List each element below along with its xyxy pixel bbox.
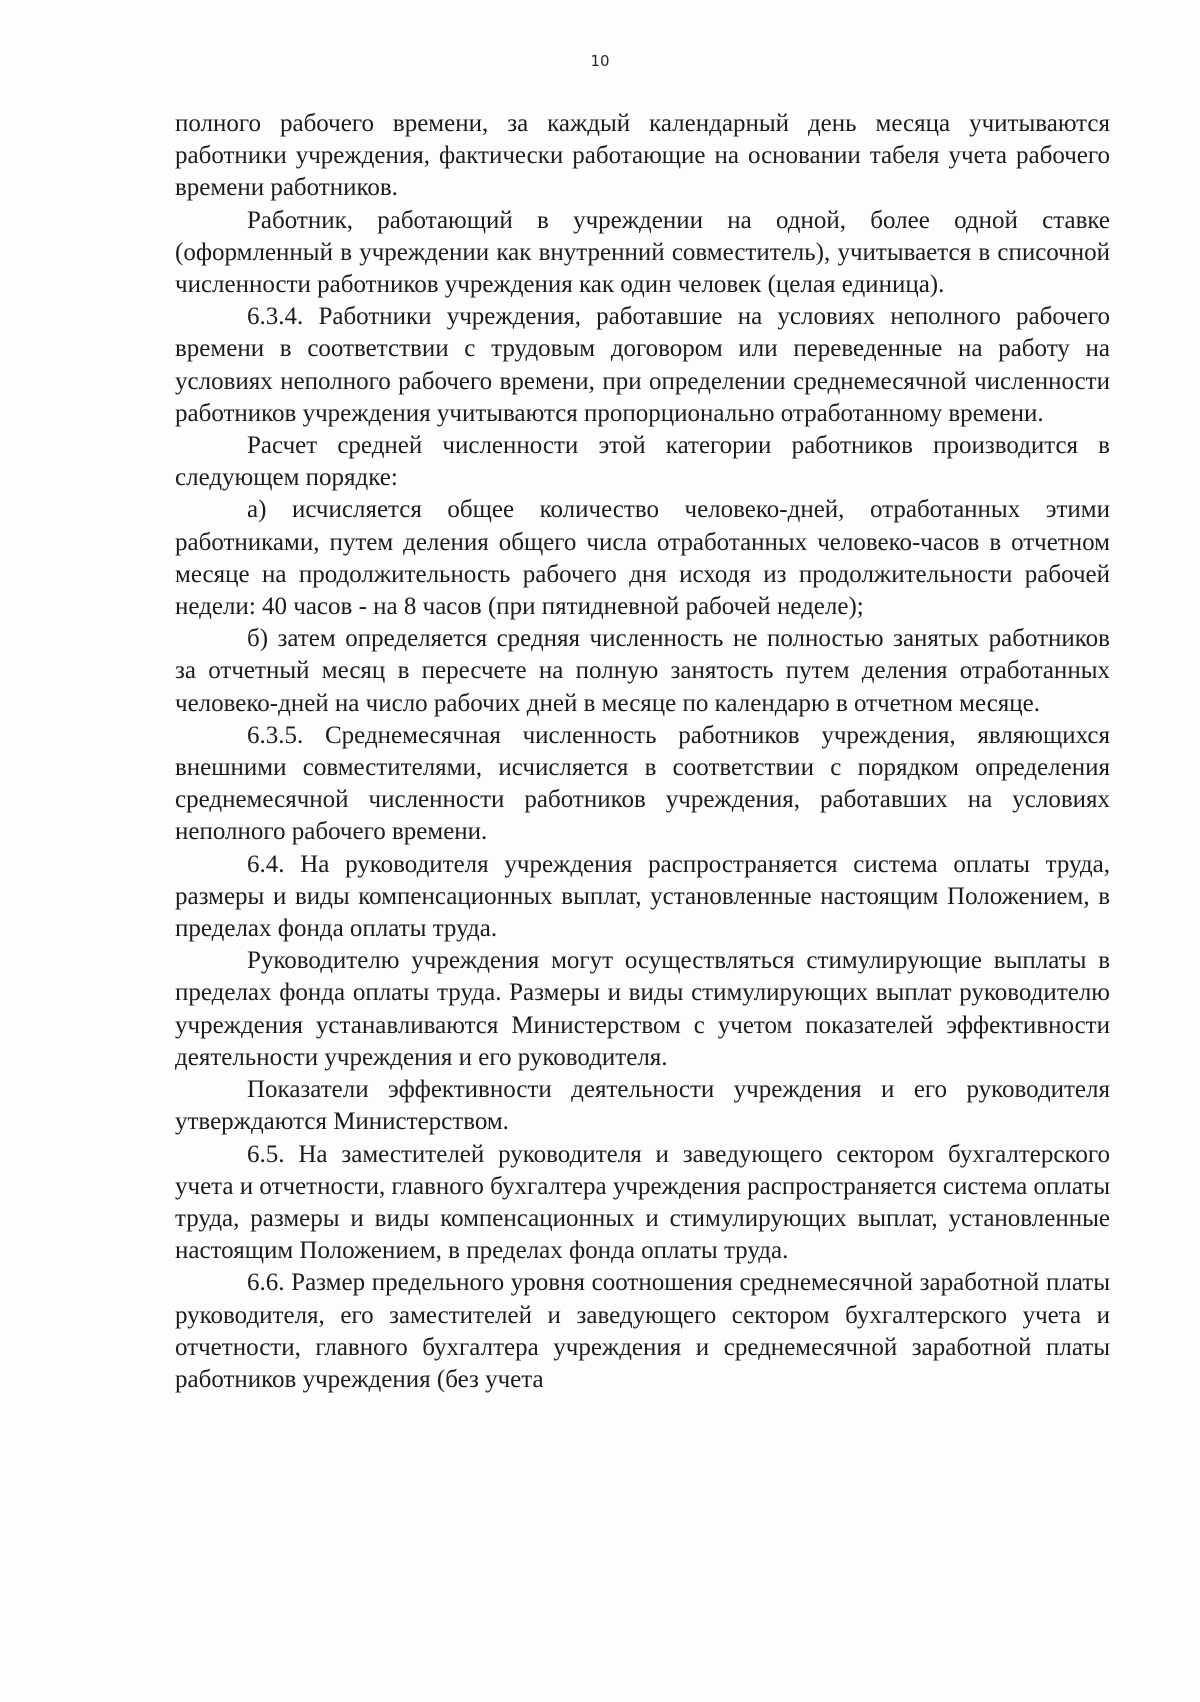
page-number: 10	[590, 52, 610, 70]
paragraph-6-3-5: 6.3.5. Среднемесячная численность работников учреждения, являющихся внешними совместителями, исчисляется в соответствии с порядком определения среднемесячной численности работников учреждения, работавших на условиях неполного рабочего времени.	[175, 721, 1110, 846]
paragraph-efficiency-indicators: Показатели эффективности деятельности учреждения и его руководителя утверждаются Министерством.	[175, 1076, 1110, 1136]
paragraph-6-5: 6.5. На заместителей руководителя и заведующего сектором бухгалтерского учета и отчетности, главного бухгалтера учреждения распространяется система оплаты труда, размеры и виды компенсационных и стимулирующих выплат, установленные настоящим Положением, в пределах фонда оплаты труда.	[175, 1140, 1110, 1265]
paragraph-stimulating-payments: Руководителю учреждения могут осуществляться стимулирующие выплаты в пределах фонда оплаты труда. Размеры и виды стимулирующих выплат руководителю учреждения устанавливаются Министерством с учетом показателей эффективности деятельности учреждения и его руководителя.	[175, 947, 1110, 1071]
paragraph-internal-part-timer: Работник, работающий в учреждении на одной, более одной ставке (оформленный в учреждении как внутренний совместитель), учитывается в списочной численности работников учреждения как один человек (целая единица).	[175, 206, 1110, 299]
paragraph-item-a: а) исчисляется общее количество человеко-дней, отработанных этими работниками, путем деления общего числа отработанных человеко-часов в отчетном месяце на продолжительность рабочего дня исходя из продолжительности рабочей недели: 40 часов - на 8 часов (при пятидневной рабочей неделе);	[175, 496, 1110, 621]
document-body	[175, 108, 1110, 1396]
paragraph-6-6: 6.6. Размер предельного уровня соотношения среднемесячной заработной платы руководителя, его заместителей и заведующего сектором бухгалтерского учета и отчетности, главного бухгалтера учреждения и среднемесячной заработной платы работников учреждения (без учета	[175, 1269, 1110, 1393]
paragraph-6-4: 6.4. На руководителя учреждения распространяется система оплаты труда, размеры и виды компенсационных выплат, установленные настоящим Положением, в пределах фонда оплаты труда.	[175, 850, 1110, 943]
paragraph-continuation: полного рабочего времени, за каждый календарный день месяца учитываются работники учреждения, фактически работающие на основании табеля учета рабочего времени работников.	[175, 110, 1110, 202]
paragraph-6-3-4: 6.3.4. Работники учреждения, работавшие на условиях неполного рабочего времени в соответствии с трудовым договором или переведенные на работу на условиях неполного рабочего времени, при определении среднемесячной численности работников учреждения учитываются пропорционально отработанному времени.	[175, 303, 1110, 427]
paragraph-calculation-order: Расчет средней численности этой категории работников производится в следующем порядке:	[175, 432, 1110, 492]
paragraph-item-b: б) затем определяется средняя численность не полностью занятых работников за отчетный месяц в пересчете на полную занятость путем деления отработанных человеко-дней на число рабочих дней в месяце по календарю в отчетном месяце.	[175, 625, 1110, 717]
